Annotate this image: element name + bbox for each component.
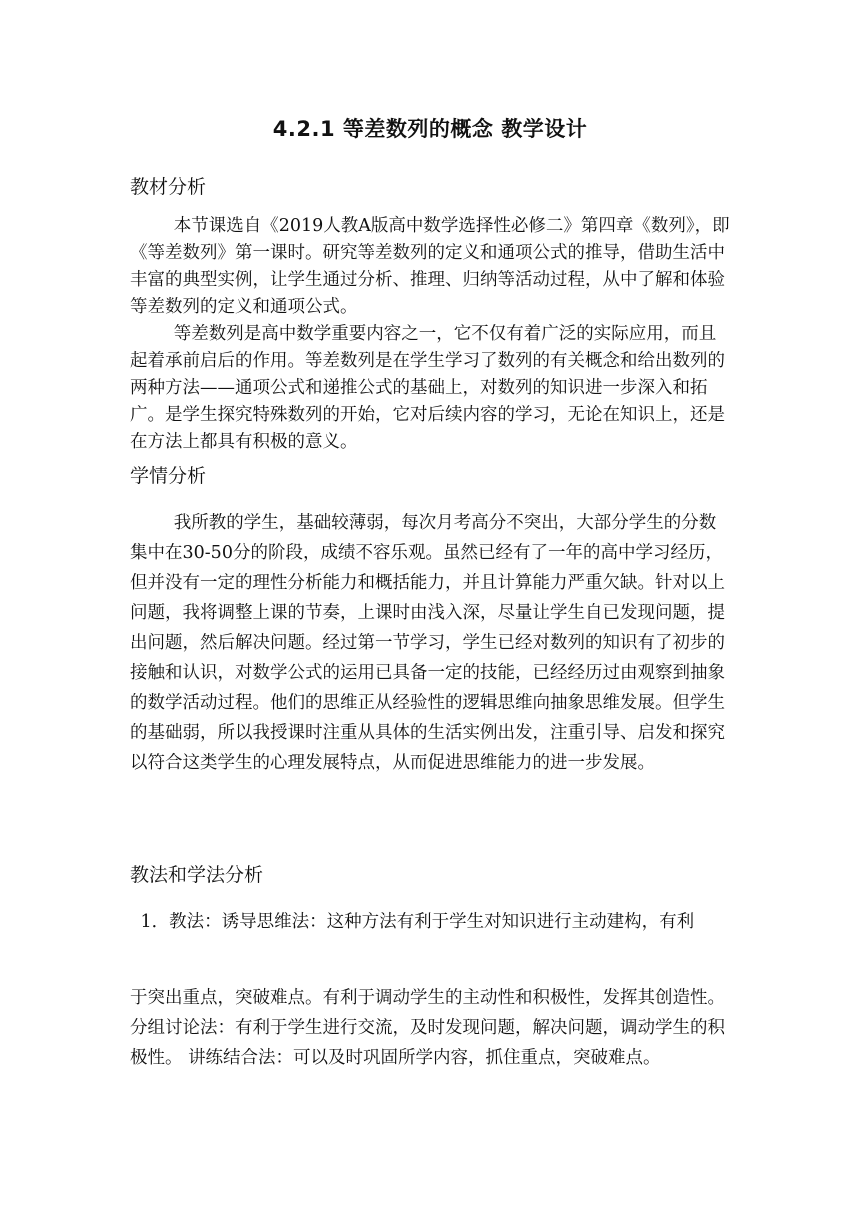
paragraph-teaching-method-1: 1．教法：诱导思维法：这种方法有利于学生对知识进行主动建构，有利 xyxy=(140,912,695,932)
section-heading-teaching-methods: 教法和学法分析 xyxy=(130,864,264,886)
section-heading-textbook-analysis: 教材分析 xyxy=(130,176,207,198)
paragraph-textbook-1: 本节课选自《2019人教A版高中数学选择性必修二》第四章《数列》，即《等差数列》第一课时。研究等差数列的定义和通项公式的推导，借助生活中丰富的典型实例，让学生通过分析、推理、归纳等活动过程，从中了解和体验等差数列的定义和通项公式。 xyxy=(130,216,730,317)
paragraph-student-analysis: 我所教的学生，基础较薄弱，每次月考高分不突出，大部分学生的分数集中在30-50分的阶段，成绩不容乐观。虽然已经有了一年的高中学习经历，但并没有一定的理性分析能力和概括能力，并且计算能力严重欠缺。针对以上问题，我将调整上课的节奏，上课时由浅入深，尽量让学生自已发现问题，提出问题，然后解决问题。经过第一节学习，学生已经对数列的知识有了初步的接触和认识，对数学公式的运用已具备一定的技能，已经经历过由观察到抽象的数学活动过程。他们的思维正从经验性的逻辑思维向抽象思维发展。但学生的基础弱，所以我授课时注重从具体的生活实例出发，注重引导、启发和探究以符合这类学生的心理发展特点，从而促进思维能力的进一步发展。 xyxy=(130,513,725,773)
paragraph-teaching-method-2: 于突出重点，突破难点。有利于调动学生的主动性和积极性，发挥其创造性。 分组讨论法：有利于学生进行交流，及时发现问题，解决问题，调动学生的积极性。 讲练结合法：可以及时巩固所学内容，抓住重点，突破难点。 xyxy=(130,988,725,1068)
section-heading-student-analysis: 学情分析 xyxy=(130,465,207,487)
paragraph-textbook-2: 等差数列是高中数学重要内容之一，它不仅有着广泛的实际应用，而且起着承前启后的作用。等差数列是在学生学习了数列的有关概念和给出数列的两种方法——通项公式和递推公式的基础上，对数列的知识进一步深入和拓广。是学生探究特殊数列的开始，它对后续内容的学习，无论在知识上，还是在方法上都具有积极的意义。 xyxy=(130,324,725,452)
document-title: 4.2.1 等差数列的概念 教学设计 xyxy=(272,117,588,141)
